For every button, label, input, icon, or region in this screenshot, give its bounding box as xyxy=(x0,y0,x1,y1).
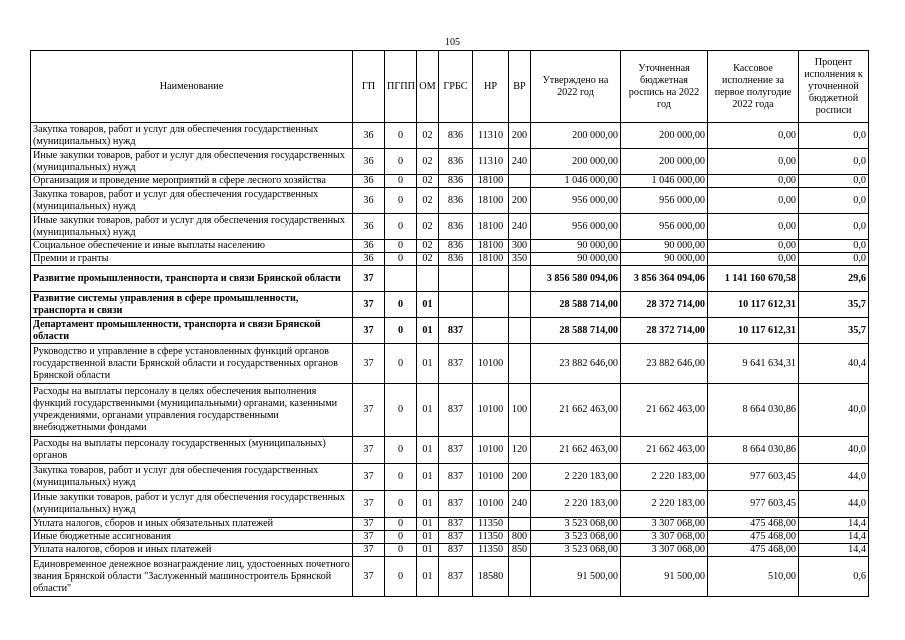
cell-name: Иные закупки товаров, работ и услуг для обеспечения государственных (муниципальных) нужд xyxy=(31,491,353,518)
cell-ppgp xyxy=(385,266,417,292)
cell-gp: 37 xyxy=(353,292,385,318)
cell-np xyxy=(473,318,509,344)
cell-vr xyxy=(509,557,531,597)
cell-approved: 21 662 463,00 xyxy=(531,437,621,464)
cell-approved: 23 882 646,00 xyxy=(531,344,621,384)
cell-name: Расходы на выплаты персоналу в целях обеспечения выполнения функций государственными (муниципальными) органами, казенными учреждениями, органами управления государственными внебюджетными фондами xyxy=(31,384,353,437)
cell-gp: 37 xyxy=(353,344,385,384)
table-row xyxy=(31,292,869,318)
cell-cash: 0,00 xyxy=(708,188,799,214)
header-gp: ГП xyxy=(353,51,385,123)
cell-vr: 100 xyxy=(509,384,531,437)
cell-grbs: 836 xyxy=(439,188,473,214)
cell-om: 01 xyxy=(417,318,439,344)
cell-ppgp: 0 xyxy=(385,292,417,318)
cell-percent: 0,0 xyxy=(799,123,869,149)
cell-gp: 37 xyxy=(353,266,385,292)
cell-np xyxy=(473,266,509,292)
cell-om: 01 xyxy=(417,491,439,518)
cell-ppgp: 0 xyxy=(385,531,417,544)
cell-vr: 240 xyxy=(509,149,531,175)
cell-cash: 10 117 612,31 xyxy=(708,318,799,344)
table-row xyxy=(31,344,869,384)
budget-table xyxy=(30,50,869,597)
cell-approved: 21 662 463,00 xyxy=(531,384,621,437)
table-row xyxy=(31,464,869,491)
cell-cash: 0,00 xyxy=(708,253,799,266)
cell-gp: 37 xyxy=(353,518,385,531)
page-number: 105 xyxy=(445,37,460,48)
cell-om: 01 xyxy=(417,518,439,531)
cell-ppgp: 0 xyxy=(385,344,417,384)
cell-percent: 44,0 xyxy=(799,464,869,491)
cell-vr: 240 xyxy=(509,491,531,518)
cell-vr xyxy=(509,266,531,292)
header-refined: Уточненная бюджетная роспись на 2022 год xyxy=(621,51,708,123)
cell-refined: 200 000,00 xyxy=(621,123,708,149)
cell-name: Закупка товаров, работ и услуг для обеспечения государственных (муниципальных) нужд xyxy=(31,188,353,214)
cell-cash: 977 603,45 xyxy=(708,491,799,518)
cell-cash: 977 603,45 xyxy=(708,464,799,491)
cell-cash: 1 141 160 670,58 xyxy=(708,266,799,292)
cell-ppgp: 0 xyxy=(385,491,417,518)
cell-cash: 0,00 xyxy=(708,123,799,149)
cell-gp: 37 xyxy=(353,557,385,597)
cell-ppgp: 0 xyxy=(385,253,417,266)
table-row xyxy=(31,188,869,214)
cell-cash: 0,00 xyxy=(708,240,799,253)
cell-approved: 2 220 183,00 xyxy=(531,491,621,518)
cell-grbs xyxy=(439,266,473,292)
cell-approved: 90 000,00 xyxy=(531,253,621,266)
cell-approved: 2 220 183,00 xyxy=(531,464,621,491)
cell-vr: 200 xyxy=(509,188,531,214)
cell-np: 18100 xyxy=(473,214,509,240)
cell-name: Уплата налогов, сборов и иных платежей xyxy=(31,544,353,557)
cell-approved: 956 000,00 xyxy=(531,188,621,214)
cell-cash: 475 468,00 xyxy=(708,531,799,544)
cell-approved: 200 000,00 xyxy=(531,149,621,175)
cell-refined: 3 307 068,00 xyxy=(621,518,708,531)
cell-name: Закупка товаров, работ и услуг для обеспечения государственных (муниципальных) нужд xyxy=(31,123,353,149)
cell-grbs: 837 xyxy=(439,464,473,491)
cell-gp: 36 xyxy=(353,214,385,240)
cell-gp: 36 xyxy=(353,240,385,253)
cell-om: 02 xyxy=(417,188,439,214)
cell-grbs: 837 xyxy=(439,557,473,597)
cell-grbs: 836 xyxy=(439,149,473,175)
cell-np: 18580 xyxy=(473,557,509,597)
cell-np: 18100 xyxy=(473,175,509,188)
cell-ppgp: 0 xyxy=(385,384,417,437)
cell-refined: 2 220 183,00 xyxy=(621,464,708,491)
cell-ppgp: 0 xyxy=(385,123,417,149)
table-row xyxy=(31,531,869,544)
cell-cash: 475 468,00 xyxy=(708,518,799,531)
cell-approved: 200 000,00 xyxy=(531,123,621,149)
table-row xyxy=(31,544,869,557)
cell-np: 11350 xyxy=(473,544,509,557)
cell-vr xyxy=(509,518,531,531)
cell-percent: 14,4 xyxy=(799,518,869,531)
cell-cash: 0,00 xyxy=(708,175,799,188)
cell-percent: 0,0 xyxy=(799,188,869,214)
cell-np: 18100 xyxy=(473,253,509,266)
cell-name: Развитие системы управления в сфере промышленности, транспорта и связи xyxy=(31,292,353,318)
cell-grbs: 836 xyxy=(439,123,473,149)
cell-name: Развитие промышленности, транспорта и связи Брянской области xyxy=(31,266,353,292)
cell-vr: 350 xyxy=(509,253,531,266)
cell-grbs: 837 xyxy=(439,318,473,344)
cell-om: 01 xyxy=(417,557,439,597)
cell-np: 10100 xyxy=(473,344,509,384)
cell-ppgp: 0 xyxy=(385,557,417,597)
cell-gp: 37 xyxy=(353,491,385,518)
cell-om: 02 xyxy=(417,240,439,253)
cell-om: 02 xyxy=(417,123,439,149)
cell-vr xyxy=(509,344,531,384)
cell-ppgp: 0 xyxy=(385,188,417,214)
table-row xyxy=(31,240,869,253)
cell-vr: 120 xyxy=(509,437,531,464)
table-row xyxy=(31,491,869,518)
cell-name: Иные закупки товаров, работ и услуг для обеспечения государственных (муниципальных) нужд xyxy=(31,149,353,175)
cell-grbs: 837 xyxy=(439,544,473,557)
cell-refined: 3 307 068,00 xyxy=(621,544,708,557)
cell-grbs: 836 xyxy=(439,240,473,253)
cell-percent: 29,6 xyxy=(799,266,869,292)
cell-grbs: 837 xyxy=(439,384,473,437)
cell-percent: 0,0 xyxy=(799,240,869,253)
cell-approved: 28 588 714,00 xyxy=(531,318,621,344)
cell-gp: 37 xyxy=(353,464,385,491)
cell-vr: 200 xyxy=(509,464,531,491)
table-row xyxy=(31,253,869,266)
cell-name: Иные бюджетные ассигнования xyxy=(31,531,353,544)
cell-refined: 956 000,00 xyxy=(621,188,708,214)
cell-name: Департамент промышленности, транспорта и связи Брянской области xyxy=(31,318,353,344)
cell-om: 01 xyxy=(417,437,439,464)
cell-gp: 36 xyxy=(353,149,385,175)
table-row xyxy=(31,518,869,531)
cell-approved: 3 523 068,00 xyxy=(531,544,621,557)
header-ppgp: ПГПП xyxy=(385,51,417,123)
cell-refined: 3 307 068,00 xyxy=(621,531,708,544)
cell-gp: 36 xyxy=(353,253,385,266)
cell-ppgp: 0 xyxy=(385,544,417,557)
cell-name: Организация и проведение мероприятий в сфере лесного хозяйства xyxy=(31,175,353,188)
cell-vr: 240 xyxy=(509,214,531,240)
cell-gp: 36 xyxy=(353,188,385,214)
cell-refined: 28 372 714,00 xyxy=(621,292,708,318)
cell-ppgp: 0 xyxy=(385,437,417,464)
cell-percent: 40,0 xyxy=(799,437,869,464)
cell-vr xyxy=(509,175,531,188)
cell-vr: 300 xyxy=(509,240,531,253)
cell-approved: 91 500,00 xyxy=(531,557,621,597)
cell-np xyxy=(473,292,509,318)
header-grbs: ГРБС xyxy=(439,51,473,123)
table-row xyxy=(31,214,869,240)
cell-om: 02 xyxy=(417,214,439,240)
cell-np: 18100 xyxy=(473,240,509,253)
cell-name: Расходы на выплаты персоналу государственных (муниципальных) органов xyxy=(31,437,353,464)
cell-percent: 44,0 xyxy=(799,491,869,518)
header-approved: Утверждено на 2022 год xyxy=(531,51,621,123)
cell-cash: 9 641 634,31 xyxy=(708,344,799,384)
cell-om: 01 xyxy=(417,292,439,318)
header-vr: ВР xyxy=(509,51,531,123)
cell-cash: 8 664 030,86 xyxy=(708,384,799,437)
cell-om: 02 xyxy=(417,175,439,188)
cell-approved: 3 523 068,00 xyxy=(531,531,621,544)
cell-name: Уплата налогов, сборов и иных обязательных платежей xyxy=(31,518,353,531)
cell-np: 11350 xyxy=(473,531,509,544)
cell-cash: 510,00 xyxy=(708,557,799,597)
cell-np: 10100 xyxy=(473,384,509,437)
cell-ppgp: 0 xyxy=(385,214,417,240)
header-cash: Кассовое исполнение за первое полугодие 2022 года xyxy=(708,51,799,123)
cell-cash: 8 664 030,86 xyxy=(708,437,799,464)
table-row xyxy=(31,149,869,175)
cell-ppgp: 0 xyxy=(385,175,417,188)
table-row xyxy=(31,318,869,344)
cell-om: 01 xyxy=(417,544,439,557)
cell-np: 11310 xyxy=(473,123,509,149)
cell-approved: 28 588 714,00 xyxy=(531,292,621,318)
cell-np: 18100 xyxy=(473,188,509,214)
table-row xyxy=(31,384,869,437)
cell-approved: 3 856 580 094,06 xyxy=(531,266,621,292)
cell-refined: 90 000,00 xyxy=(621,240,708,253)
cell-cash: 0,00 xyxy=(708,214,799,240)
cell-gp: 36 xyxy=(353,123,385,149)
cell-vr xyxy=(509,318,531,344)
cell-percent: 40,0 xyxy=(799,384,869,437)
cell-gp: 37 xyxy=(353,531,385,544)
cell-percent: 35,7 xyxy=(799,318,869,344)
cell-refined: 200 000,00 xyxy=(621,149,708,175)
cell-approved: 956 000,00 xyxy=(531,214,621,240)
cell-ppgp: 0 xyxy=(385,240,417,253)
table-row xyxy=(31,123,869,149)
cell-name: Премии и гранты xyxy=(31,253,353,266)
cell-om: 01 xyxy=(417,344,439,384)
cell-ppgp: 0 xyxy=(385,464,417,491)
cell-np: 11310 xyxy=(473,149,509,175)
cell-cash: 10 117 612,31 xyxy=(708,292,799,318)
cell-percent: 40,4 xyxy=(799,344,869,384)
cell-refined: 23 882 646,00 xyxy=(621,344,708,384)
cell-grbs: 837 xyxy=(439,437,473,464)
cell-np: 11350 xyxy=(473,518,509,531)
cell-grbs: 836 xyxy=(439,253,473,266)
cell-grbs: 837 xyxy=(439,491,473,518)
cell-om: 01 xyxy=(417,531,439,544)
cell-vr xyxy=(509,292,531,318)
cell-grbs xyxy=(439,292,473,318)
cell-percent: 0,0 xyxy=(799,214,869,240)
header-om: ОМ xyxy=(417,51,439,123)
cell-refined: 1 046 000,00 xyxy=(621,175,708,188)
cell-name: Закупка товаров, работ и услуг для обеспечения государственных (муниципальных) нужд xyxy=(31,464,353,491)
cell-grbs: 836 xyxy=(439,175,473,188)
cell-om: 01 xyxy=(417,464,439,491)
cell-approved: 1 046 000,00 xyxy=(531,175,621,188)
cell-np: 10100 xyxy=(473,491,509,518)
cell-refined: 2 220 183,00 xyxy=(621,491,708,518)
cell-om: 02 xyxy=(417,253,439,266)
cell-refined: 28 372 714,00 xyxy=(621,318,708,344)
cell-grbs: 837 xyxy=(439,518,473,531)
table-row xyxy=(31,437,869,464)
cell-name: Иные закупки товаров, работ и услуг для обеспечения государственных (муниципальных) нужд xyxy=(31,214,353,240)
cell-name: Руководство и управление в сфере установленных функций органов государственной власти Брянской области и государственных органов Брянской области xyxy=(31,344,353,384)
cell-gp: 37 xyxy=(353,544,385,557)
cell-gp: 36 xyxy=(353,175,385,188)
table-row xyxy=(31,175,869,188)
table-row xyxy=(31,557,869,597)
cell-name: Социальное обеспечение и иные выплаты населению xyxy=(31,240,353,253)
cell-grbs: 837 xyxy=(439,531,473,544)
cell-refined: 956 000,00 xyxy=(621,214,708,240)
cell-percent: 0,6 xyxy=(799,557,869,597)
cell-percent: 0,0 xyxy=(799,149,869,175)
cell-cash: 475 468,00 xyxy=(708,544,799,557)
table-body xyxy=(31,123,869,597)
cell-ppgp: 0 xyxy=(385,318,417,344)
cell-np: 10100 xyxy=(473,437,509,464)
cell-np: 10100 xyxy=(473,464,509,491)
header-percent: Процент исполнения к уточненной бюджетной росписи xyxy=(799,51,869,123)
header-name: Наименование xyxy=(31,51,353,123)
cell-refined: 21 662 463,00 xyxy=(621,437,708,464)
cell-refined: 21 662 463,00 xyxy=(621,384,708,437)
cell-approved: 3 523 068,00 xyxy=(531,518,621,531)
cell-percent: 14,4 xyxy=(799,531,869,544)
cell-gp: 37 xyxy=(353,384,385,437)
cell-refined: 91 500,00 xyxy=(621,557,708,597)
cell-percent: 0,0 xyxy=(799,253,869,266)
cell-ppgp: 0 xyxy=(385,518,417,531)
cell-name: Единовременное денежное вознаграждение лиц, удостоенных почетного звания Брянской области "Заслуженный машиностроитель Брянской области" xyxy=(31,557,353,597)
cell-gp: 37 xyxy=(353,437,385,464)
cell-approved: 90 000,00 xyxy=(531,240,621,253)
cell-refined: 90 000,00 xyxy=(621,253,708,266)
cell-om: 02 xyxy=(417,149,439,175)
cell-ppgp: 0 xyxy=(385,149,417,175)
cell-om xyxy=(417,266,439,292)
cell-grbs: 836 xyxy=(439,214,473,240)
cell-vr: 200 xyxy=(509,123,531,149)
table-row xyxy=(31,266,869,292)
cell-percent: 0,0 xyxy=(799,175,869,188)
cell-vr: 800 xyxy=(509,531,531,544)
cell-gp: 37 xyxy=(353,318,385,344)
cell-percent: 35,7 xyxy=(799,292,869,318)
cell-vr: 850 xyxy=(509,544,531,557)
cell-grbs: 837 xyxy=(439,344,473,384)
cell-om: 01 xyxy=(417,384,439,437)
cell-percent: 14,4 xyxy=(799,544,869,557)
cell-refined: 3 856 364 094,06 xyxy=(621,266,708,292)
cell-cash: 0,00 xyxy=(708,149,799,175)
table-header-row xyxy=(31,51,869,123)
header-np: НР xyxy=(473,51,509,123)
